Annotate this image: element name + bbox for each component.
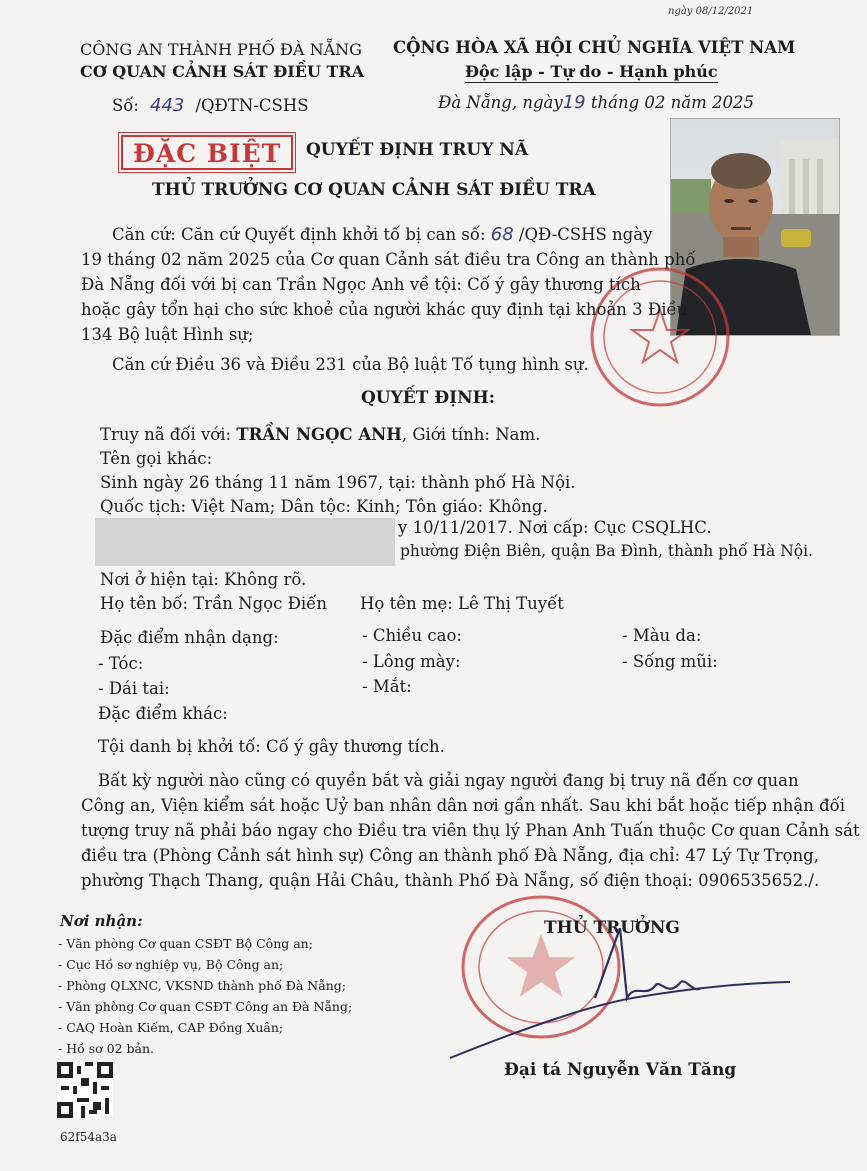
current-residence: Nơi ở hiện tại: Không rõ.: [100, 570, 307, 589]
top-note-date: ngày 08/12/2021: [668, 6, 754, 17]
alias: Tên gọi khác:: [100, 449, 213, 468]
instructions-line4: điều tra (Phòng Cảnh sát hình sự) Công an thành phố Đà Nẵng, địa chỉ: 47 Lý Tự Trọng,: [81, 846, 819, 865]
wanted-prefix: Truy nã đối với:: [100, 425, 232, 444]
recipient-item: - Hồ sơ 02 bản.: [58, 1041, 154, 1056]
mother-name: Họ tên mẹ: Lê Thị Tuyết: [360, 594, 564, 613]
nationality-info: Quốc tịch: Việt Nam; Dân tộc: Kinh; Tôn giáo: Không.: [100, 497, 548, 516]
instructions-line1: Bất kỳ người nào cũng có quyền bắt và giải ngay người đang bị truy nã đến cơ quan: [98, 771, 799, 790]
can-cu-line1-suffix: /QĐ-CSHS ngày: [518, 225, 653, 244]
agency-department: CƠ QUAN CẢNH SÁT ĐIỀU TRA: [80, 62, 365, 81]
date-prefix: Đà Nẵng, ngày: [438, 93, 563, 112]
recipient-item: - Văn phòng Cơ quan CSĐT Công an Đà Nẵng;: [58, 999, 353, 1014]
feature-ears: - Dái tai:: [98, 679, 170, 698]
special-stamp-label: ĐẶC BIỆT: [121, 135, 293, 170]
special-stamp: [118, 132, 296, 173]
redacted-block: [95, 518, 395, 566]
so-label: Số:: [112, 96, 139, 115]
recipient-item: - Cục Hồ sơ nghiệp vụ, Bộ Công an;: [58, 957, 284, 972]
can-cu-line4: hoặc gây tổn hại cho sức khoẻ của người khác quy định tại khoản 3 Điều: [81, 300, 688, 319]
instructions-line2: Công an, Viện kiểm sát hoặc Uỷ ban nhân dân nơi gần nhất. Sau khi bắt hoặc tiếp nhận đối: [81, 796, 846, 815]
so-suffix: /QĐTN-CSHS: [195, 96, 309, 115]
document-title: QUYẾT ĐỊNH TRUY NÃ: [306, 140, 529, 160]
birth-info: Sinh ngày 26 tháng 11 năm 1967, tại: thành phố Hà Nội.: [100, 473, 576, 492]
signature-title: THỦ TRƯỞNG: [544, 918, 680, 938]
recipient-item: - Văn phòng Cơ quan CSĐT Bộ Công an;: [58, 936, 313, 951]
can-cu-2: Căn cứ Điều 36 và Điều 231 của Bộ luật Tố tụng hình sự.: [112, 355, 589, 374]
date-day: 19: [562, 92, 586, 113]
instructions-line5: phường Thạch Thang, quận Hải Châu, thành Phố Đà Nẵng, số điện thoại: 0906535652./.: [81, 871, 820, 890]
can-cu-line1: [112, 224, 652, 245]
charge: Tội danh bị khởi tố: Cố ý gây thương tích.: [98, 737, 445, 756]
date-suffix: tháng 02 năm 2025: [590, 93, 754, 112]
feature-hair: - Tóc:: [98, 654, 144, 673]
suspect-gender: , Giới tính: Nam.: [401, 425, 541, 444]
feature-eyes: - Mắt:: [362, 677, 412, 696]
so-number: 443: [150, 95, 185, 116]
features-heading: Đặc điểm nhận dạng:: [100, 628, 279, 647]
decision-heading: QUYẾT ĐỊNH:: [361, 388, 495, 408]
can-cu-line5: 134 Bộ luật Hình sự;: [81, 325, 254, 344]
can-cu-line2: 19 tháng 02 năm 2025 của Cơ quan Cảnh sát điều tra Công an thành phố: [81, 250, 696, 269]
handwritten-signature: [445, 928, 795, 1068]
recipient-item: - Phòng QLXNC, VKSND thành phố Đà Nẵng;: [58, 978, 346, 993]
document-number: [112, 95, 309, 116]
can-cu-line3: Đà Nẵng đối với bị can Trần Ngọc Anh về tội: Cố ý gây thương tích: [81, 275, 641, 294]
signer-name: Đại tá Nguyễn Văn Tăng: [504, 1060, 737, 1080]
wanted-person-line: [100, 425, 540, 444]
prosecution-number: 68: [490, 224, 514, 245]
instructions-line3: tượng truy nã phải báo ngay cho Điều tra viên thụ lý Phan Anh Tuấn thuộc Cơ quan Cảnh sát: [81, 821, 860, 840]
feature-height: - Chiều cao:: [362, 626, 462, 645]
registered-address: phường Điện Biên, quận Ba Đình, thành phố Hà Nội.: [400, 542, 813, 560]
father-name: Họ tên bố: Trần Ngọc Điến: [100, 594, 327, 613]
recipient-item: - CAQ Hoàn Kiếm, CAP Đồng Xuân;: [58, 1020, 284, 1035]
can-cu-line1-text: Căn cứ: Căn cứ Quyết định khởi tố bị can số:: [112, 225, 486, 244]
recipients-heading: Nơi nhận:: [60, 912, 143, 930]
qr-code-icon: [57, 1062, 113, 1118]
motto: Độc lập - Tự do - Hạnh phúc: [465, 62, 718, 81]
feature-skin: - Màu da:: [622, 626, 702, 645]
document-subtitle: THỦ TRƯỞNG CƠ QUAN CẢNH SÁT ĐIỀU TRA: [152, 180, 596, 200]
document-date: [438, 92, 754, 113]
feature-nose: - Sống mũi:: [622, 652, 718, 671]
feature-other: Đặc điểm khác:: [98, 704, 228, 723]
document-code: 62f54a3a: [60, 1130, 117, 1144]
suspect-name: TRẦN NGỌC ANH: [236, 425, 402, 444]
feature-eyebrows: - Lông mày:: [362, 652, 461, 671]
id-card-info: y 10/11/2017. Nơi cấp: Cục CSQLHC.: [398, 518, 712, 537]
agency-name: CÔNG AN THÀNH PHỐ ĐÀ NẴNG: [80, 40, 362, 59]
republic-name: CỘNG HÒA XÃ HỘI CHỦ NGHĨA VIỆT NAM: [393, 38, 796, 57]
